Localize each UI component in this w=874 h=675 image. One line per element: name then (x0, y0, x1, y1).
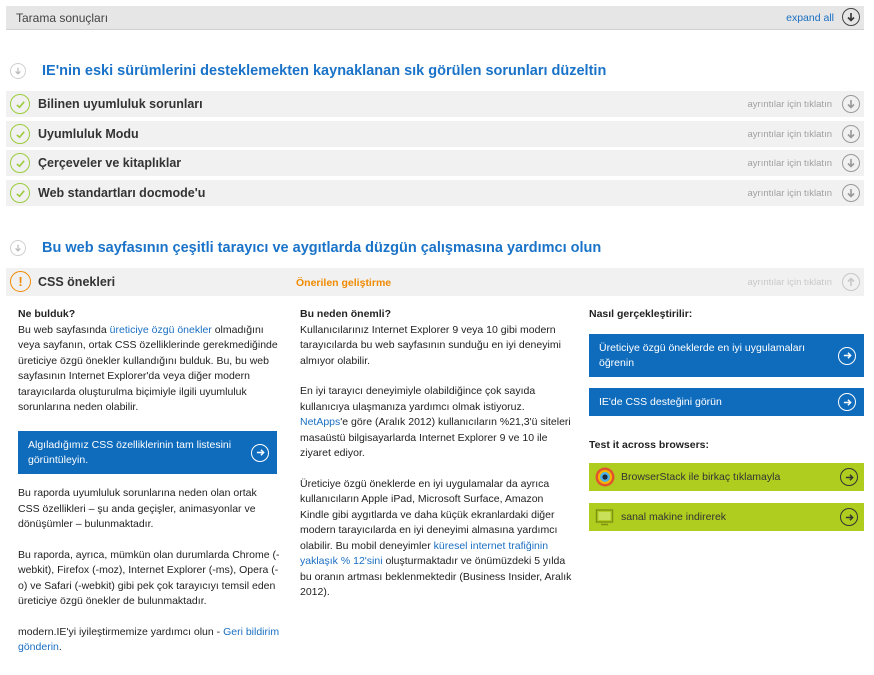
results-header-bar (6, 6, 864, 30)
details-link[interactable]: ayrıntılar için tıklatın (747, 277, 832, 288)
text: modern.IE'yi iyileştirmemize yardımcı olun - (18, 625, 224, 638)
expand-row-icon[interactable] (842, 95, 860, 113)
best-practices-button[interactable] (589, 334, 864, 377)
test-browsers-heading: Test it across browsers: (589, 439, 710, 451)
section-collapse-icon[interactable] (10, 63, 26, 79)
check-icon (10, 153, 30, 173)
text: Üreticiye özgü öneklerde en iyi uygulamalar da ayrıca kullanıcıların Apple iPad, Microsoft Surface, Amazon Kindle gibi aygıtlarda ve daha küçük ekranlardaki diğer modern tarayıcılarda en iyi deneyimi almasına yardımcı olabilir. Bu mobil deneyimler (300, 477, 558, 552)
why-important-column (300, 307, 572, 616)
text: En iyi tarayıcı deneyimiyle olabildiğince çok sayıda kullanıcıya ulaşmanıza yardımcı olmak istiyoruz. (300, 385, 536, 413)
browserstack-button[interactable] (589, 463, 864, 491)
collapse-row-icon[interactable] (842, 273, 860, 291)
check-icon (10, 124, 30, 144)
arrow-right-icon (251, 444, 269, 462)
column-heading: Nasıl gerçekleştirilir: (589, 308, 693, 320)
result-row-known-compat[interactable] (6, 91, 864, 117)
netapps-link[interactable]: NetApps (300, 416, 341, 428)
row-label: Web standartları docmode'u (38, 186, 206, 200)
check-icon (10, 183, 30, 203)
button-label: BrowserStack ile birkaç tıklamayla (621, 471, 781, 483)
text: 'e göre (Aralık 2012) kullanıcıların %21,3'ü siteleri masaüstü bilgisayarlarda Internet Explorer 9 ve 10 ile ziyaret ediyor. (300, 416, 571, 459)
column-heading: Ne bulduk? (18, 308, 76, 320)
paragraph (18, 323, 280, 416)
section-cross-browser-heading[interactable] (10, 238, 601, 258)
column-heading: Bu neden önemli? (300, 308, 392, 320)
browserstack-logo-icon (595, 467, 615, 487)
text: oluşturmaktadır ve önümüzdeki 5 yılda bu oranın artması beklenmektedir (Business Insider, Aralık 2012). (300, 555, 572, 598)
row-label: Uyumluluk Modu (38, 127, 139, 141)
paragraph (300, 477, 572, 601)
details-link[interactable]: ayrıntılar için tıklatın (747, 99, 832, 110)
expand-all-icon[interactable] (842, 8, 860, 26)
row-label: Çerçeveler ve kitaplıklar (38, 156, 182, 170)
result-row-docmode[interactable] (6, 180, 864, 206)
check-icon (10, 94, 30, 114)
arrow-right-icon (838, 393, 856, 411)
section-title: IE'nin eski sürümlerini desteklemekten kaynaklanan sık görülen sorunları düzeltin (42, 63, 607, 79)
vendor-prefixes-link[interactable]: üreticiye özgü önekler (109, 323, 212, 336)
section-collapse-icon[interactable] (10, 240, 26, 256)
button-label: IE'de CSS desteğini görün (599, 395, 722, 408)
arrow-right-icon (840, 468, 858, 486)
recommended-badge: Önerilen geliştirme (296, 277, 392, 289)
result-row-css-prefixes[interactable] (6, 268, 864, 296)
paragraph: Kullanıcılarınız Internet Explorer 9 veya 10 gibi modern tarayıcılarda bu web sayfasının sunduğu en iyi deneyimi almıyor olabilir. (300, 323, 561, 367)
virtual-machine-icon (595, 507, 615, 527)
paragraph (18, 625, 280, 656)
test-heading-wrap (589, 438, 864, 454)
ie-css-support-button[interactable] (589, 388, 864, 416)
section-title: Bu web sayfasının çeşitli tarayıcı ve aygıtlarda düzgün çalışmasına yardımcı olun (42, 240, 602, 256)
row-label: CSS önekleri (38, 275, 116, 289)
expand-row-icon[interactable] (842, 154, 860, 172)
results-title: Tarama sonuçları (16, 11, 109, 25)
arrow-right-icon (840, 508, 858, 526)
warning-icon: ! (10, 271, 31, 292)
text: Bu web sayfasında (18, 323, 110, 336)
paragraph (300, 384, 572, 462)
details-link[interactable]: ayrıntılar için tıklatın (747, 158, 832, 169)
expand-all-link[interactable]: expand all (786, 12, 834, 24)
details-link[interactable]: ayrıntılar için tıklatın (747, 188, 832, 199)
paragraph: Bu raporda uyumluluk sorunlarına neden olan ortak CSS özellikleri – şu anda geçişler, animasyonlar ve dönüşümler – bulunmaktadır. (18, 487, 257, 530)
what-we-found-more (18, 486, 280, 671)
css-properties-list-button[interactable] (18, 431, 277, 474)
row-label: Bilinen uyumluluk sorunları (38, 97, 203, 111)
result-row-frameworks[interactable] (6, 150, 864, 176)
mobile-traffic-link[interactable]: küresel internet trafiğinin yaklaşık % 12'sini (300, 539, 549, 567)
expand-row-icon[interactable] (842, 184, 860, 202)
virtual-machine-button[interactable] (589, 503, 864, 531)
what-we-found-column (18, 307, 280, 431)
result-row-compat-mode[interactable] (6, 121, 864, 147)
expand-row-icon[interactable] (842, 125, 860, 143)
send-feedback-link[interactable]: Geri bildirim gönderin (18, 625, 280, 653)
text: . (58, 641, 62, 653)
arrow-right-icon (838, 347, 856, 365)
how-to-column-heading-wrap (589, 307, 864, 323)
button-label: Algıladığımız CSS özelliklerinin tam listesini görüntüleyin. (28, 438, 232, 466)
button-label: Üreticiye özgü öneklerde en iyi uygulamaları öğrenin (599, 341, 806, 369)
button-label: sanal makine indirerek (621, 511, 727, 523)
section-fix-issues-heading[interactable] (10, 61, 606, 81)
text: olmadığını veya sayfanın, ortak CSS özelliklerinde gerekmediğinde üreticiye özgü önekler kullandığını bulduk. Bu, bu web sayfasının Internet Explorer'da veya diğer modern tarayıcılarda oluşturulma biçimiyle ilgili uyumluluk sorunlarına neden olabilir. (18, 323, 278, 413)
paragraph: Bu raporda, ayrıca, mümkün olan durumlarda Chrome (-webkit), Firefox (-moz), Internet Explorer (-ms), Opera (-o) ve Safari (-webkit) gibi pek çok tarayıcıyı temsil eden üreticiye özgü önekler de bulunmaktadır. (18, 548, 280, 607)
details-link[interactable]: ayrıntılar için tıklatın (747, 129, 832, 140)
